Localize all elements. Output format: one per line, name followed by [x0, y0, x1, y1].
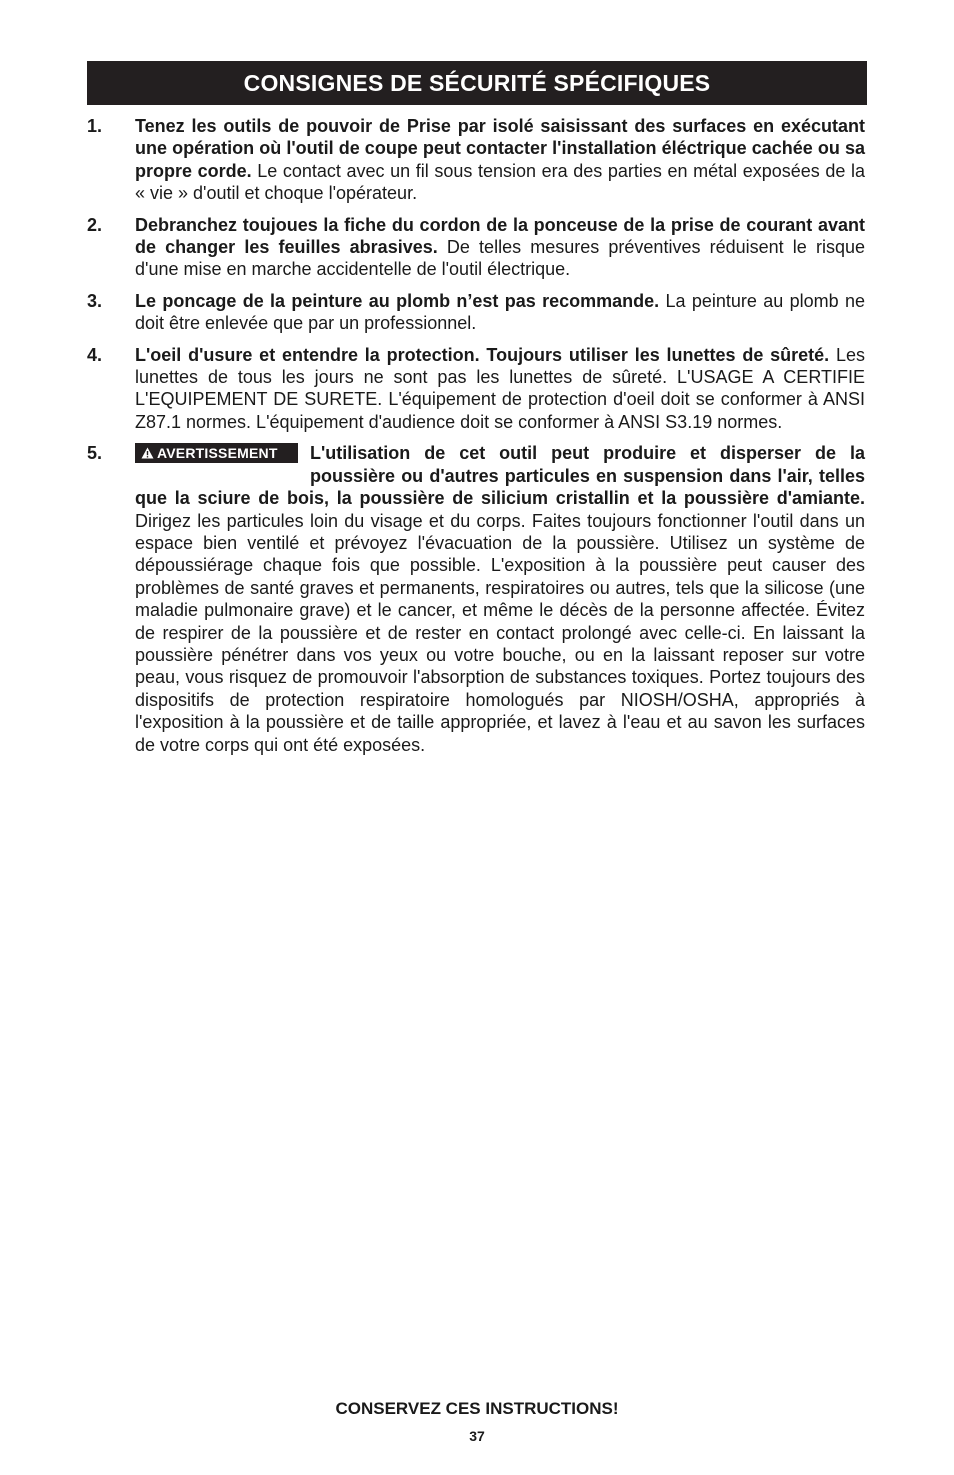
item-body-text: Le contact avec un fil sous tension era des parties en métal exposées de la « vie » d'outil et choque l'opérateur. [135, 160, 865, 204]
section-header [87, 61, 867, 105]
item-text [135, 442, 865, 756]
footer-title: CONSERVEZ CES INSTRUCTIONS! [335, 1399, 619, 1418]
item-body-text: La peinture au plomb ne doit être enlevée que par un professionnel. [135, 290, 865, 334]
item-text [135, 115, 865, 205]
item-bold-text: L'utilisation de cet outil peut produire et disperser de la poussière ou d'autres particules en suspension dans l'air, telles que la sciure de bois, la poussière de silicium cristallin et la poussière d'amiante. [135, 443, 865, 509]
item-number: 5. [87, 443, 103, 464]
item-bold-text: Tenez les outils de pouvoir de Prise par isolé saisissant des surfaces en exécutant une opération où l'outil de coupe peut contacter l'installation éléctrique cachée ou sa propre corde. [135, 116, 865, 181]
item-number: 4. [87, 344, 103, 365]
item-bold-text: Debranchez toujoues la fiche du cordon de la ponceuse de la prise de courant avant de changer les feuilles abrasives. [135, 214, 865, 258]
item-bold-text: Le poncage de la peinture au plomb n’est pas recommande. [135, 290, 660, 311]
item-text [135, 290, 865, 335]
list-item [87, 214, 865, 281]
item-body-text: Dirigez les particules loin du visage et du corps. Faites toujours fonctionner l'outil dans un espace bien ventilé et prévoyez l'évacuation de la poussière. Utilisez un système de dépoussiérage chaque fois que possible. L'exposition à la poussière peut causer des problèmes de santé graves et permanents, respiratoires ou autres, tels que la silicose (une maladie pulmonaire grave) et le cancer, et même le décès de la personne affectée. Évitez de respirer de la poussière et de rester en contact prolongé avec celle-ci. En laissant la poussière pénétrer dans vos yeux ou votre bouche, ou en la laissant reposer sur votre peau, vous risquez de promouvoir l'absorption de substances toxiques. Portez toujours des dispositifs de protection respiratoire homologués par NIOSH/OSHA, appropriés à l'exposition à la poussière et de taille appropriée, et lavez à l'eau et au savon les surfaces de votre corps qui ont été exposées. [135, 510, 865, 755]
item-number: 1. [87, 116, 103, 136]
warning-triangle-icon [141, 447, 154, 459]
warning-badge-label: AVERTISSEMENT [157, 445, 278, 462]
list-item [87, 115, 865, 205]
item-text [135, 344, 865, 434]
item-number: 3. [87, 290, 103, 311]
section-title: CONSIGNES DE SÉCURITÉ SPÉCIFIQUES [243, 69, 711, 96]
item-body-text: De telles mesures préventives réduisent le risque d'une mise en marche accidentelle de l'outil électrique. [135, 237, 865, 280]
safety-instructions-list [87, 115, 865, 765]
item-number: 2. [87, 214, 103, 235]
list-item [87, 344, 865, 434]
item-text [135, 214, 865, 281]
item-bold-text: L'oeil d'usure et entendre la protection. Toujours utiliser les lunettes de sûreté. [135, 344, 830, 365]
item-body-text: Les lunettes de tous les jours ne sont pas les lunettes de sûreté. L'USAGE A CERTIFIE L'EQUIPEMENT DE SURETE. L'équipement de protection d'oeil doit se conformer à ANSI Z87.1 normes. L'équipement d'audience doit se conformer à ANSI S3.19 normes. [135, 344, 865, 432]
list-item [87, 290, 865, 335]
warning-badge [135, 443, 298, 463]
page-number: 37 [469, 1428, 485, 1444]
list-item [87, 442, 865, 756]
